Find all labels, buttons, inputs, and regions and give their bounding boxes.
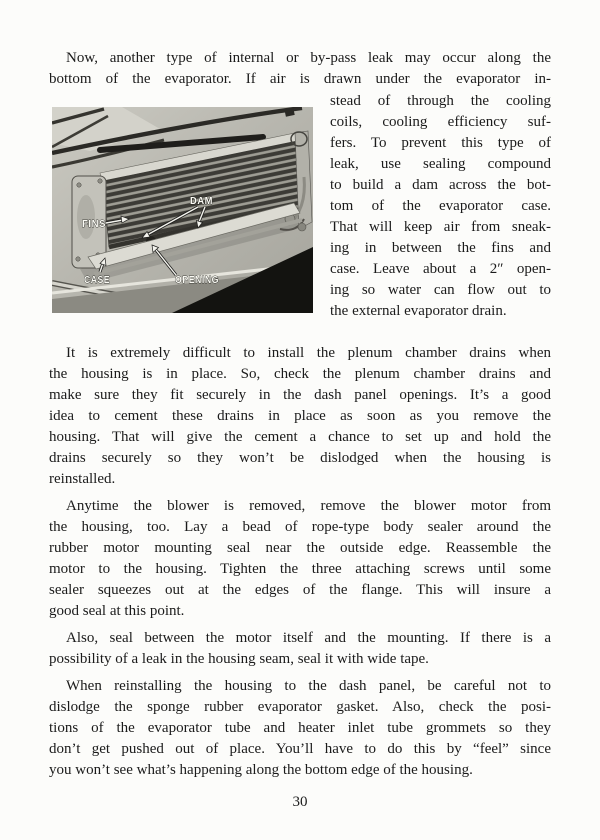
- case-label: CASE: [84, 274, 110, 286]
- text-line: That will keep air from sneak-: [330, 219, 551, 235]
- paragraph-intro: [49, 48, 551, 90]
- text-line: housing. That will give the cement a chance to set up and hold the: [49, 429, 551, 445]
- text-line: Also, seal between the motor itself and the mounting. If there is a: [66, 630, 551, 646]
- text-line: good seal at this point.: [49, 603, 185, 619]
- text-line: the external evaporator drain.: [330, 303, 507, 319]
- paragraph-intro-column: [330, 91, 551, 322]
- paragraph-motor-seal: [49, 628, 551, 670]
- text-line: possibility of a leak in the housing seam, seal it with wide tape.: [49, 651, 429, 667]
- text-line: dislodge the sponge rubber evaporator gasket. Also, check the posi-: [49, 699, 551, 715]
- paragraph-blower-motor: [49, 496, 551, 622]
- text-line: drains securely so they won’t be dislodged when the housing is: [49, 450, 551, 466]
- text-line: the housing is in place. So, check the plenum chamber drains and: [49, 366, 551, 382]
- text-line: motor to the housing. Tighten the three attaching screws until some: [49, 561, 551, 577]
- text-line: When reinstalling the housing to the dash panel, be careful not to: [66, 678, 551, 694]
- text-line: It is extremely difficult to install the plenum chamber drains when: [66, 345, 551, 361]
- text-line: bottom of the evaporator. If air is drawn under the evaporator in-: [49, 71, 551, 87]
- evaporator-photo-art: [52, 107, 313, 313]
- fins-label: FINS: [82, 218, 106, 230]
- dam-label: DAM: [190, 195, 213, 207]
- text-line: fers. To prevent this type of: [330, 135, 551, 151]
- text-line: Anytime the blower is removed, remove the blower motor from: [66, 498, 551, 514]
- text-line: the housing, too. Lay a bead of rope-type body sealer around the: [49, 519, 551, 535]
- text-line: ing in between the fins and: [330, 240, 551, 256]
- paragraph-plenum-drains: [49, 343, 551, 490]
- text-line: idea to cement these drains in place as soon as you remove the: [49, 408, 551, 424]
- text-line: sealer squeezes out at the edges of the flange. This will insure a: [49, 582, 551, 598]
- text-line: rubber motor mounting seal near the outside edge. Reassemble the: [49, 540, 551, 556]
- opening-label: OPENING: [175, 274, 219, 286]
- paragraph-reinstall-housing: [49, 676, 551, 781]
- text-line: you won’t see what’s happening along the bottom edge of the housing.: [49, 762, 473, 778]
- text-line: Now, another type of internal or by-pass leak may occur along the: [66, 50, 551, 66]
- text-line: to build a dam across the bot-: [330, 177, 551, 193]
- text-line: leak, use sealing compound: [330, 156, 551, 172]
- text-line: reinstalled.: [49, 471, 116, 487]
- text-line: make sure they fit securely in the dash panel openings. It’s a good: [49, 387, 551, 403]
- text-line: case. Leave about a 2″ open-: [330, 261, 551, 277]
- text-line: coils, cooling efficiency suf-: [330, 114, 551, 130]
- evaporator-photo: [52, 107, 313, 313]
- text-line: tom of the evaporator case.: [330, 198, 551, 214]
- text-line: tions of the evaporator tube and heater inlet tube grommets so they: [49, 720, 551, 736]
- text-line: ing so water can flow out to: [330, 282, 551, 298]
- page-number: 30: [292, 794, 308, 810]
- text-line: stead of through the cooling: [330, 93, 551, 109]
- text-line: don’t get pushed out of place. You’ll have to do this by “feel” since: [49, 741, 551, 757]
